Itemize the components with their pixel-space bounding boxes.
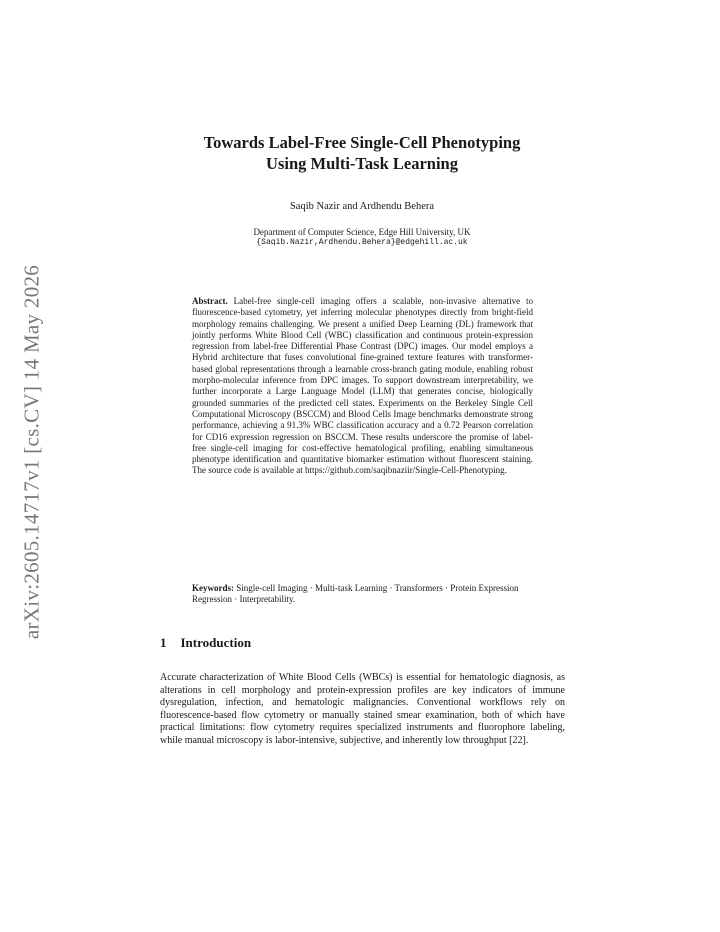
introduction-paragraph: Accurate characterization of White Blood Cells (WBCs) is essential for hematologic diagnosis, as alterations in cell morphology and protein-expression profiles are key indicators of immune dysregulation, infection, and hematologic malignancies. Conventional workflows rely on fluorescence-based flow cytometry or manually stained smear examination, both of which have practical limitations: flow cytometry requires specialized instruments and fluorophore labeling, while manual microscopy is labor-intensive, subjective, and inherently low throughput [22]. <box>160 672 565 746</box>
affiliation: Department of Computer Science, Edge Hill University, UK <box>253 227 471 237</box>
keywords <box>192 583 533 606</box>
abstract-text: Label-free single-cell imaging offers a scalable, non-invasive alternative to fluorescence-based cytometry, yet inferring molecular phenotypes directly from bright-field morphology remains challenging. We present a unified Deep Learning (DL) framework that jointly performs White Blood Cell (WBC) classification and continuous protein-expression regression from label-free Differential Phase Contrast (DPC) images. Our model employs a Hybrid architecture that fuses convolutional fine-grained texture features with transformer-based global representations through a learnable cross-branch gating module, enabling robust morpho-molecular inference from DPC images. To support downstream interpretability, we further incorporate a Large Language Model (LLM) that generates concise, biologically grounded summaries of the predicted cell states. Experiments on the Berkeley Single Cell Computational Microscopy (BSCCM) and Blood Cells Image benchmarks demonstrate strong performance, achieving a 91.3% WBC classification accuracy and a 0.72 Pearson correlation for CD16 expression regression on BSCCM. These results underscore the promise of label-free single-cell imaging for cost-effective hematological profiling, enabling simultaneous phenotype identification and quantitative biomarker estimation without fluorescent staining. The source code is available at https://github.com/saqibnaziir/Single-Cell-Phenotyping. <box>192 296 533 476</box>
keywords-text: Single-cell Imaging · Multi-task Learning · Transformers · Protein Expression Regression · Interpretability. <box>192 583 519 605</box>
section-title: Introduction <box>180 635 252 650</box>
section-heading-introduction <box>160 635 251 651</box>
paper-title <box>160 132 564 174</box>
author-emails: {Saqib.Nazir,Ardhendu.Behera}@edgehill.ac.uk <box>256 238 468 247</box>
title-line-1: Towards Label-Free Single-Cell Phenotyping <box>203 133 521 152</box>
arxiv-identifier: arXiv:2605.14717v1 [cs.CV] 14 May 2026 <box>19 264 44 640</box>
authors: Saqib Nazir and Ardhendu Behera <box>289 201 435 212</box>
abstract <box>192 296 533 477</box>
arxiv-sidebar <box>4 252 60 652</box>
title-line-2: Using Multi-Task Learning <box>266 154 458 173</box>
section-number: 1 <box>160 635 167 650</box>
keywords-label: Keywords: <box>192 583 237 593</box>
abstract-label: Abstract. <box>192 296 234 306</box>
